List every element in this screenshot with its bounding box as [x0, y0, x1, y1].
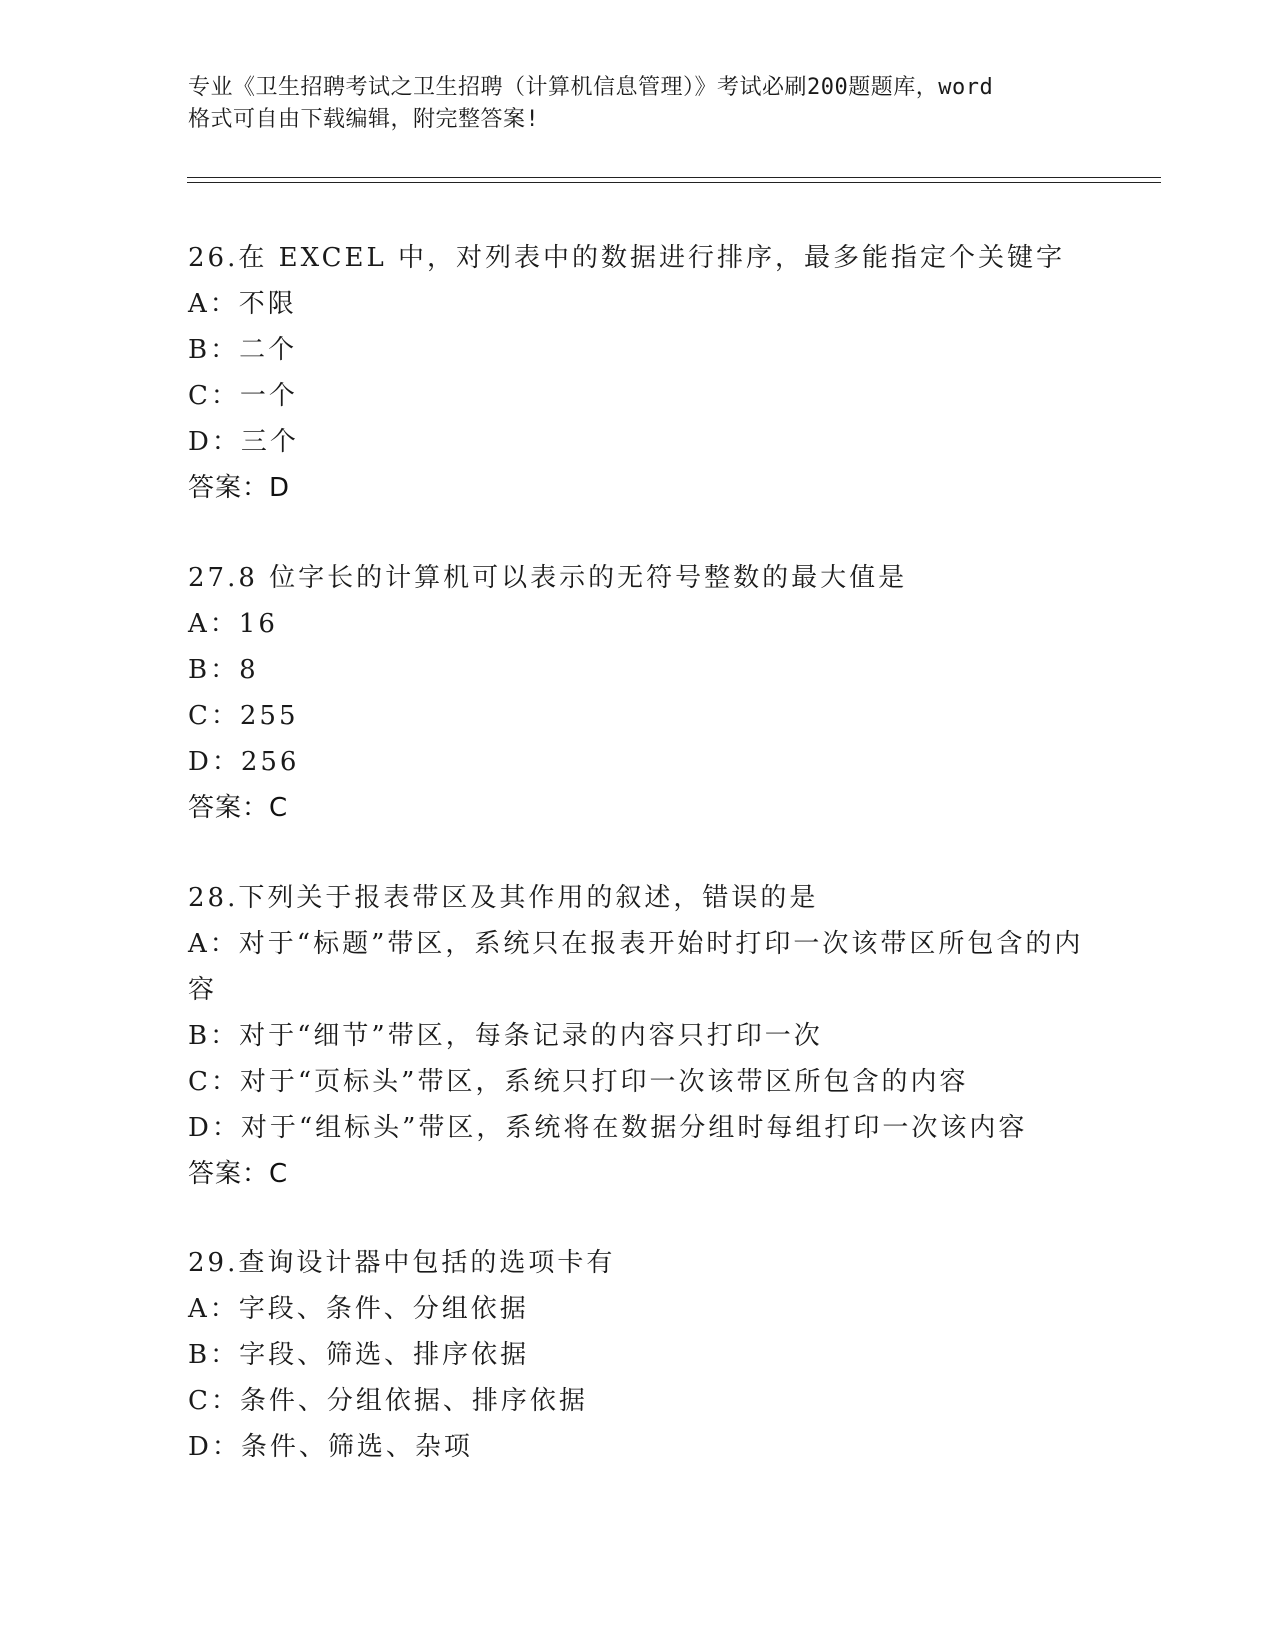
question-28 [188, 875, 1088, 1197]
question-26 [188, 235, 1088, 511]
option-b: B：字段、筛选、排序依据 [188, 1340, 530, 1370]
option-c: C：条件、分组依据、排序依据 [188, 1386, 588, 1416]
header-line-1: 专业《卫生招聘考试之卫生招聘（计算机信息管理）》考试必刷200题题库，word [188, 75, 994, 100]
question-29 [188, 1240, 1088, 1470]
option-c: C：255 [188, 701, 299, 731]
option-d: D：三个 [188, 427, 299, 457]
document-header [188, 72, 1088, 136]
header-divider-bottom [187, 182, 1161, 183]
option-b: B：二个 [188, 335, 298, 365]
option-c: C：对于“页标头”带区，系统只打印一次该带区所包含的内容 [188, 1067, 969, 1097]
answer-line: 答案：D [188, 473, 291, 503]
answer-line: 答案：C [188, 1159, 289, 1189]
question-stem: 26.在 EXCEL 中，对列表中的数据进行排序，最多能指定个关键字 [188, 243, 1066, 273]
option-d: D：对于“组标头”带区，系统将在数据分组时每组打印一次该内容 [188, 1113, 1028, 1143]
header-divider-top [187, 177, 1161, 178]
option-a: A：对于“标题”带区，系统只在报表开始时打印一次该带区所包含的内容 [188, 929, 1084, 1005]
answer-line: 答案：C [188, 793, 289, 823]
option-a: A：16 [188, 609, 278, 639]
question-stem: 28.下列关于报表带区及其作用的叙述，错误的是 [188, 883, 819, 913]
question-27 [188, 555, 1088, 831]
option-a: A：字段、条件、分组依据 [188, 1294, 529, 1324]
option-b: B：8 [188, 655, 259, 685]
option-a: A：不限 [188, 289, 297, 319]
question-stem: 27.8 位字长的计算机可以表示的无符号整数的最大值是 [188, 563, 908, 593]
option-d: D：256 [188, 747, 300, 777]
header-line-2: 格式可自由下载编辑，附完整答案! [188, 107, 540, 132]
option-d: D：条件、筛选、杂项 [188, 1432, 473, 1462]
option-c: C：一个 [188, 381, 298, 411]
question-stem: 29.查询设计器中包括的选项卡有 [188, 1248, 616, 1278]
option-b: B：对于“细节”带区，每条记录的内容只打印一次 [188, 1021, 823, 1051]
